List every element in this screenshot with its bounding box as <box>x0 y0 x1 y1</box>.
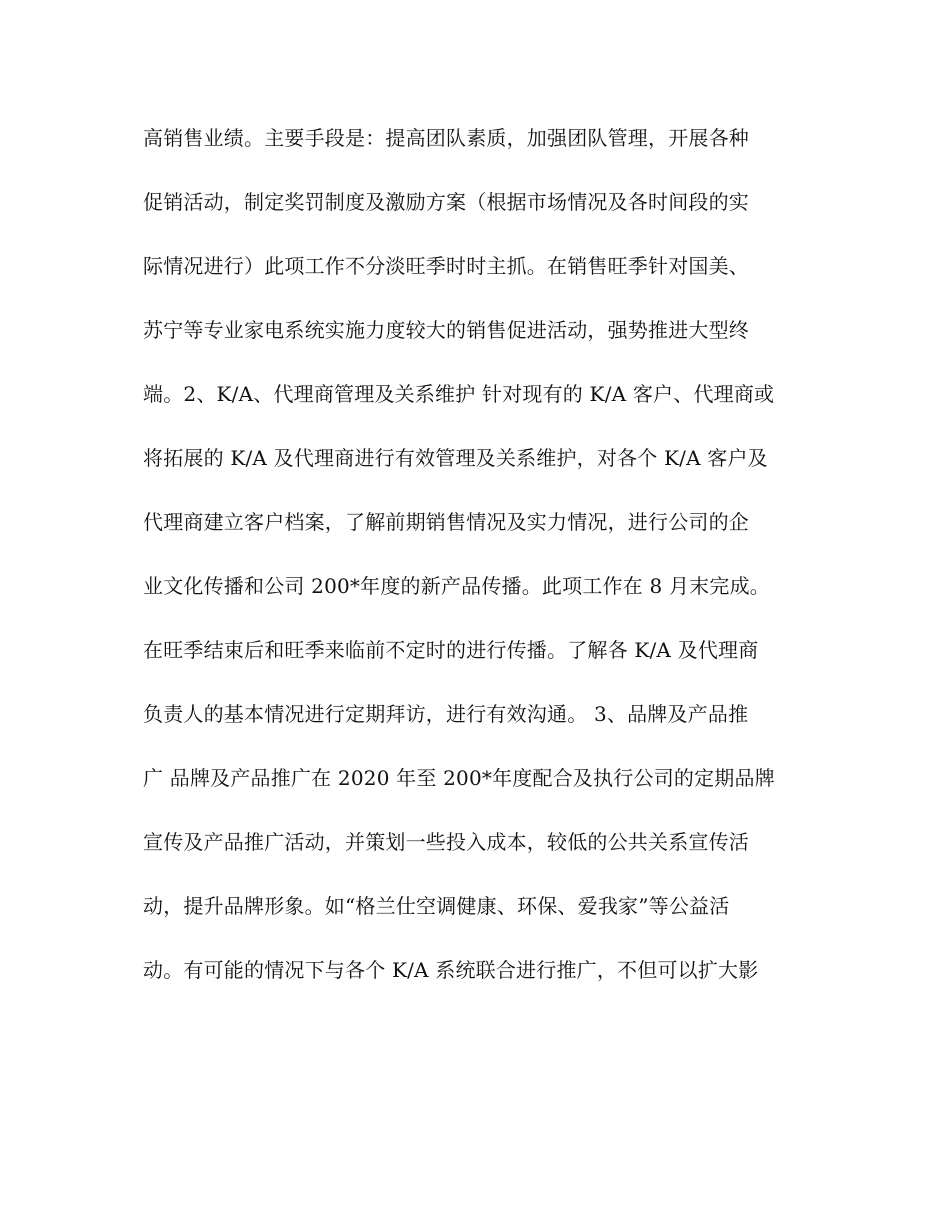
text-line: 苏宁等专业家电系统实施力度较大的销售促进活动，强势推进大型终 <box>143 318 749 342</box>
text-line: 在旺季结束后和旺季来临前不定时的进行传播。了解各 K/A 及代理商 <box>143 638 759 662</box>
text-line: 高销售业绩。主要手段是：提高团队素质，加强团队管理，开展各种 <box>143 126 749 150</box>
text-line: 将拓展的 K/A 及代理商进行有效管理及关系维护，对各个 K/A 客户及 <box>143 446 768 470</box>
text-line: 端。2、K/A、代理商管理及关系维护 针对现有的 K/A 客户、代理商或 <box>143 382 775 406</box>
text-line: 广 品牌及产品推广在 2020 年至 200*年度配合及执行公司的定期品牌 <box>143 766 775 790</box>
text-line: 动，提升品牌形象。如“格兰仕空调健康、环保、爱我家”等公益活 <box>143 894 730 918</box>
text-line: 宣传及产品推广活动，并策划一些投入成本，较低的公共关系宣传活 <box>143 830 749 854</box>
text-line: 际情况进行）此项工作不分淡旺季时时主抓。在销售旺季针对国美、 <box>143 254 749 278</box>
text-line: 代理商建立客户档案，了解前期销售情况及实力情况，进行公司的企 <box>143 510 749 534</box>
body-text <box>143 115 823 1011</box>
text-line: 动。有可能的情况下与各个 K/A 系统联合进行推广，不但可以扩大影 <box>143 958 759 982</box>
text-line: 业文化传播和公司 200*年度的新产品传播。此项工作在 8 月末完成。 <box>143 574 770 598</box>
text-line: 促销活动，制定奖罚制度及激励方案（根据市场情况及各时间段的实 <box>143 190 749 214</box>
text-line: 负责人的基本情况进行定期拜访，进行有效沟通。 3、品牌及产品推 <box>143 702 749 726</box>
